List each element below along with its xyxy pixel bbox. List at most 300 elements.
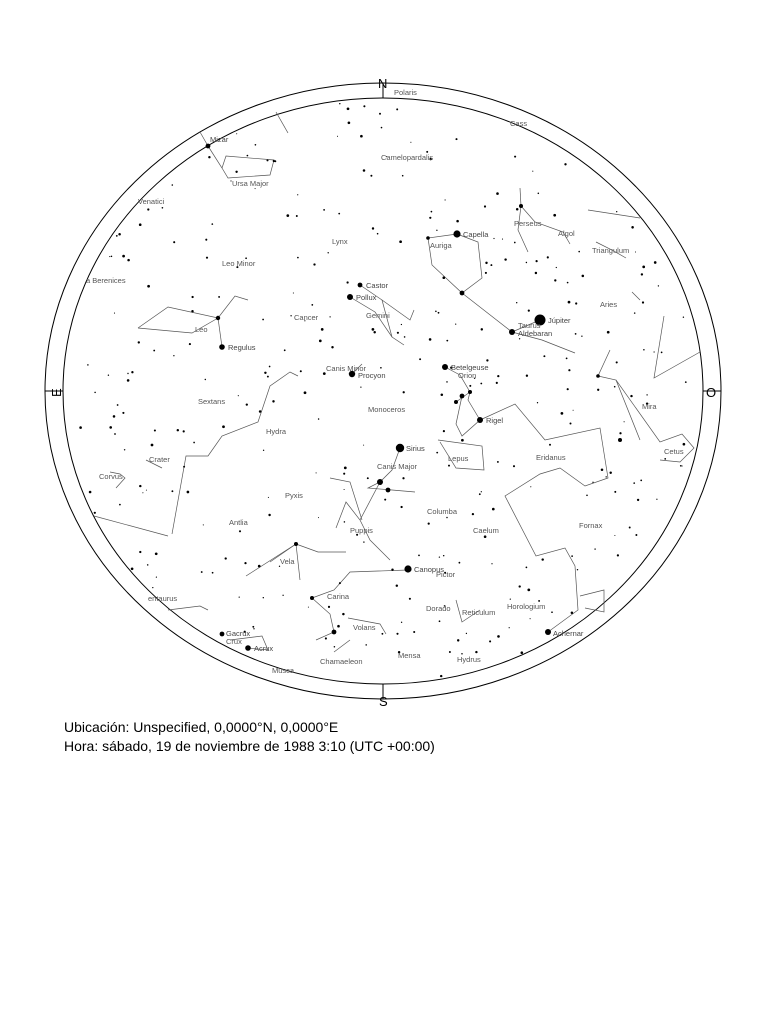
compass-east: E — [49, 388, 64, 397]
label-cancer: Cancer — [294, 313, 319, 322]
faint-star — [348, 121, 351, 124]
faint-star — [567, 282, 569, 284]
faint-star — [509, 627, 510, 628]
faint-star — [571, 555, 573, 557]
faint-star — [486, 359, 488, 361]
faint-star — [111, 256, 112, 257]
faint-star — [339, 103, 340, 104]
faint-star — [461, 439, 464, 442]
faint-star — [429, 217, 431, 219]
faint-star — [222, 425, 225, 428]
faint-star — [654, 351, 655, 352]
faint-star — [380, 367, 382, 369]
faint-star — [343, 473, 345, 475]
label-monoceros: Monoceros — [368, 405, 406, 414]
faint-star — [516, 302, 517, 303]
faint-star — [269, 366, 271, 368]
faint-star — [431, 211, 433, 213]
faint-star — [147, 564, 149, 566]
faint-star — [316, 472, 317, 473]
faint-star — [397, 332, 399, 334]
faint-star — [304, 391, 307, 394]
faint-star — [455, 138, 457, 140]
label-procyon: Procyon — [358, 371, 386, 380]
faint-star — [266, 159, 268, 161]
faint-star — [189, 343, 191, 345]
faint-star — [643, 349, 645, 351]
faint-star — [601, 469, 604, 472]
faint-star — [683, 443, 686, 446]
faint-star — [268, 514, 270, 516]
faint-star — [172, 184, 174, 186]
faint-star — [619, 432, 621, 434]
faint-star — [448, 465, 450, 467]
faint-star — [413, 631, 415, 633]
faint-star — [156, 577, 157, 578]
faint-star — [286, 214, 289, 217]
faint-star — [282, 595, 283, 596]
faint-star — [131, 371, 133, 373]
faint-star — [502, 239, 503, 240]
faint-star — [496, 382, 498, 384]
faint-star — [259, 410, 262, 413]
faint-star — [661, 352, 663, 354]
faint-star — [114, 313, 115, 314]
label-perseus: Perseus — [514, 219, 542, 228]
faint-star — [443, 555, 444, 556]
faint-star — [337, 136, 338, 137]
faint-star — [208, 156, 210, 158]
faint-star — [532, 171, 533, 172]
faint-star — [654, 261, 657, 264]
faint-star — [521, 651, 524, 654]
faint-star — [363, 445, 364, 446]
faint-star — [297, 257, 299, 259]
constellation-lines — [94, 112, 700, 652]
faint-star — [537, 402, 538, 403]
faint-star — [122, 412, 124, 414]
faint-star — [457, 639, 459, 641]
faint-star — [446, 340, 448, 342]
label-canis-minor: Canis Minor — [326, 364, 367, 373]
faint-star — [239, 597, 240, 598]
faint-star — [456, 220, 459, 223]
faint-star — [327, 252, 328, 253]
label-achernar: Achernar — [553, 629, 584, 638]
faint-star — [183, 466, 185, 468]
faint-star — [206, 257, 208, 259]
faint-star — [211, 223, 213, 225]
faint-star — [581, 336, 582, 337]
faint-stars — [79, 103, 686, 677]
faint-star — [530, 618, 531, 619]
faint-star — [635, 534, 637, 536]
faint-star — [607, 331, 610, 334]
faint-star — [311, 304, 313, 306]
faint-star — [569, 422, 571, 424]
label-carina: Carina — [327, 592, 350, 601]
faint-star — [629, 527, 631, 529]
faint-star — [139, 551, 141, 553]
label-lepus: Lepus — [448, 454, 469, 463]
faint-star — [418, 555, 420, 557]
label-aries: Aries — [600, 300, 618, 309]
faint-star — [338, 213, 340, 215]
faint-star — [485, 272, 487, 274]
faint-star — [367, 477, 369, 479]
label-crater: Crater — [149, 455, 170, 464]
label-aldebaran: Aldebaran — [518, 329, 553, 338]
faint-star — [436, 230, 437, 231]
label-sextans: Sextans — [198, 397, 226, 406]
faint-star — [582, 275, 585, 278]
faint-star — [616, 361, 618, 363]
faint-star — [446, 381, 448, 383]
faint-star — [402, 477, 404, 479]
faint-star — [318, 517, 319, 518]
location-text: Ubicación: Unspecified, 0,0000°N, 0,0000°E — [64, 719, 339, 735]
faint-star — [201, 571, 203, 573]
faint-star — [203, 524, 204, 525]
faint-star — [614, 386, 616, 388]
faint-star — [410, 142, 411, 143]
faint-star — [445, 199, 446, 200]
faint-star — [641, 273, 643, 275]
label-taurus: Taurus — [518, 321, 541, 330]
faint-star — [564, 163, 566, 165]
label-volans: Volans — [353, 623, 376, 632]
faint-star — [139, 485, 141, 487]
faint-star — [360, 386, 361, 387]
faint-star — [497, 461, 499, 463]
label-mizar: Mizar — [210, 135, 229, 144]
faint-star — [318, 418, 320, 420]
faint-star — [342, 613, 344, 615]
faint-star — [370, 175, 372, 177]
faint-star — [438, 312, 440, 314]
faint-star — [528, 310, 530, 312]
faint-star — [255, 188, 256, 189]
label-cassiopeia: Cass — [510, 119, 528, 128]
faint-star — [252, 626, 254, 628]
label-jupiter: Júpiter — [548, 316, 571, 325]
faint-star — [633, 482, 635, 484]
faint-star — [372, 328, 375, 331]
faint-star — [597, 389, 599, 391]
faint-star — [321, 328, 324, 331]
faint-star — [108, 375, 109, 376]
faint-star — [455, 324, 456, 325]
faint-star — [682, 465, 683, 466]
faint-star — [334, 646, 336, 648]
faint-star — [308, 607, 309, 608]
faint-star — [396, 108, 398, 110]
faint-star — [530, 486, 531, 487]
faint-star — [635, 251, 636, 252]
faint-star — [440, 675, 442, 677]
label-regulus: Regulus — [228, 343, 256, 352]
faint-star — [116, 235, 118, 237]
faint-star — [154, 429, 156, 431]
faint-star — [399, 240, 402, 243]
faint-star — [377, 233, 379, 235]
faint-star — [575, 302, 577, 304]
faint-star — [526, 375, 528, 377]
faint-star — [634, 312, 635, 313]
faint-star — [435, 311, 437, 313]
faint-star — [109, 256, 110, 257]
faint-star — [94, 392, 96, 394]
faint-star — [429, 338, 432, 341]
compass-north: N — [378, 76, 388, 91]
faint-star — [543, 355, 545, 357]
label-ursa-major: Ursa Major — [232, 179, 269, 188]
label-mensa: Mensa — [398, 651, 421, 660]
faint-star — [109, 426, 112, 429]
faint-star — [551, 611, 553, 613]
faint-star — [514, 156, 516, 158]
faint-star — [114, 433, 116, 435]
faint-star — [191, 296, 193, 298]
faint-star — [218, 296, 220, 298]
label-crux: Crux — [226, 637, 242, 646]
faint-star — [347, 107, 350, 110]
star-labels — [210, 135, 584, 653]
label-caelum: Caelum — [473, 526, 499, 535]
label-pyxis: Pyxis — [285, 491, 303, 500]
faint-star — [379, 113, 381, 115]
faint-star — [323, 209, 325, 211]
faint-star — [568, 369, 570, 371]
faint-star — [319, 340, 322, 343]
faint-star — [391, 569, 393, 571]
faint-star — [449, 651, 451, 653]
faint-star — [614, 535, 615, 536]
faint-star — [365, 644, 367, 646]
label-coma-berenices: a Berenices — [86, 276, 126, 285]
faint-star — [153, 350, 155, 352]
faint-star — [631, 226, 634, 229]
faint-star — [469, 385, 471, 387]
faint-star — [642, 301, 644, 303]
faint-star — [637, 499, 639, 501]
faint-star — [527, 589, 530, 592]
faint-star — [360, 135, 363, 138]
faint-star — [151, 444, 154, 447]
faint-star — [630, 395, 632, 397]
faint-star — [443, 430, 445, 432]
faint-star — [566, 358, 568, 360]
faint-star — [396, 584, 398, 586]
faint-star — [616, 211, 617, 212]
faint-star — [642, 266, 645, 269]
faint-star — [344, 521, 346, 523]
faint-star — [575, 333, 577, 335]
faint-star — [519, 585, 521, 587]
faint-star — [268, 497, 269, 498]
faint-star — [554, 279, 556, 281]
stars-layer — [206, 144, 622, 651]
faint-star — [262, 319, 264, 321]
label-corvus: Corvus — [99, 472, 123, 481]
faint-star — [526, 262, 527, 263]
label-polaris: Polaris — [394, 88, 417, 97]
faint-star — [526, 567, 528, 569]
label-leo-minor: Leo Minor — [222, 259, 256, 268]
faint-star — [238, 395, 239, 396]
label-pollux: Pollux — [356, 293, 377, 302]
faint-star — [346, 281, 348, 283]
faint-star — [658, 285, 659, 286]
faint-star — [117, 404, 119, 406]
faint-star — [381, 633, 383, 635]
faint-star — [255, 144, 257, 146]
faint-star — [441, 393, 444, 396]
faint-star — [513, 465, 515, 467]
faint-star — [479, 493, 481, 495]
faint-star — [561, 412, 564, 415]
faint-star — [578, 251, 580, 253]
faint-star — [475, 651, 477, 653]
faint-star — [131, 567, 134, 570]
faint-star — [400, 506, 402, 508]
faint-star — [173, 241, 175, 243]
faint-star — [155, 552, 158, 555]
label-capella: Capella — [463, 230, 489, 239]
faint-star — [538, 193, 540, 195]
faint-star — [404, 336, 406, 338]
horizon-circle — [45, 83, 721, 699]
faint-star — [484, 205, 486, 207]
faint-star — [147, 208, 149, 210]
faint-star — [504, 258, 506, 260]
faint-star — [296, 215, 298, 217]
faint-star — [363, 169, 366, 172]
faint-star — [646, 394, 647, 395]
faint-star — [656, 499, 657, 500]
label-lynx: Lynx — [332, 237, 348, 246]
faint-star — [401, 324, 402, 325]
faint-star — [497, 375, 499, 377]
faint-star — [556, 267, 557, 268]
faint-star — [162, 207, 164, 209]
label-cetus: Cetus — [664, 447, 684, 456]
faint-star — [272, 400, 274, 402]
label-pictor: Pictor — [436, 570, 456, 579]
label-leo: Leo — [195, 325, 208, 334]
faint-star — [609, 472, 611, 474]
label-chamaeleon: Chamaeleon — [320, 657, 363, 666]
faint-star — [246, 403, 248, 405]
faint-star — [87, 364, 89, 366]
faint-star — [472, 513, 474, 515]
faint-star — [459, 562, 461, 564]
faint-star — [363, 105, 365, 107]
faint-star — [173, 355, 174, 356]
faint-star — [439, 620, 441, 622]
faint-star — [212, 572, 214, 574]
faint-star — [573, 410, 574, 411]
label-fornax: Fornax — [579, 521, 603, 530]
faint-star — [519, 338, 520, 339]
faint-star — [446, 517, 448, 519]
faint-star — [680, 465, 682, 467]
faint-star — [313, 263, 315, 265]
faint-star — [205, 239, 207, 241]
faint-star — [419, 358, 421, 360]
faint-star — [79, 426, 82, 429]
faint-star — [617, 554, 619, 556]
label-mira: Mira — [642, 402, 657, 411]
faint-star — [290, 315, 291, 316]
faint-star — [325, 637, 327, 639]
faint-star — [183, 430, 185, 432]
label-centaurus: entaurus — [148, 594, 178, 603]
faint-star — [142, 492, 143, 493]
label-eridanus: Eridanus — [536, 453, 566, 462]
faint-star — [124, 449, 125, 450]
faint-star — [328, 606, 330, 608]
constellation-labels — [86, 88, 684, 675]
faint-star — [481, 491, 482, 492]
label-auriga: Auriga — [430, 241, 452, 250]
faint-star — [510, 599, 511, 600]
label-acrux: Acrux — [254, 644, 274, 653]
label-camelopardalis: Camelopardalis — [381, 153, 434, 162]
faint-star — [247, 155, 249, 157]
label-reticulum: Reticulum — [462, 608, 496, 617]
faint-star — [263, 450, 264, 451]
label-castor: Castor — [366, 281, 389, 290]
faint-star — [187, 491, 190, 494]
faint-star — [485, 262, 487, 264]
faint-star — [139, 223, 142, 226]
time-text: Hora: sábado, 19 de noviembre de 1988 3:10 (UTC +00:00) — [64, 738, 435, 754]
faint-star — [401, 622, 402, 623]
faint-star — [171, 490, 173, 492]
faint-star — [244, 562, 246, 564]
label-musca: Musca — [272, 666, 295, 675]
compass-west: O — [706, 385, 717, 400]
faint-star — [624, 421, 625, 422]
faint-star — [484, 535, 487, 538]
faint-star — [605, 476, 606, 477]
faint-star — [685, 381, 687, 383]
faint-star — [127, 373, 128, 374]
faint-star — [491, 563, 492, 564]
label-betelgeuse: Betelgeuse — [451, 363, 489, 372]
faint-star — [344, 467, 347, 470]
faint-star — [177, 429, 179, 431]
faint-star — [497, 635, 500, 638]
faint-star — [263, 597, 264, 598]
faint-star — [152, 587, 153, 588]
label-horologium: Horologium — [507, 602, 546, 611]
faint-star — [592, 482, 593, 483]
faint-star — [113, 415, 116, 418]
faint-star — [568, 301, 571, 304]
faint-star — [409, 598, 411, 600]
faint-star — [480, 383, 482, 385]
faint-star — [337, 625, 340, 628]
faint-star — [516, 208, 519, 211]
faint-star — [577, 569, 578, 570]
faint-star — [191, 310, 193, 312]
label-algol: Algol — [558, 229, 575, 238]
faint-star — [118, 233, 121, 236]
faint-star — [329, 316, 330, 317]
faint-star — [384, 499, 386, 501]
